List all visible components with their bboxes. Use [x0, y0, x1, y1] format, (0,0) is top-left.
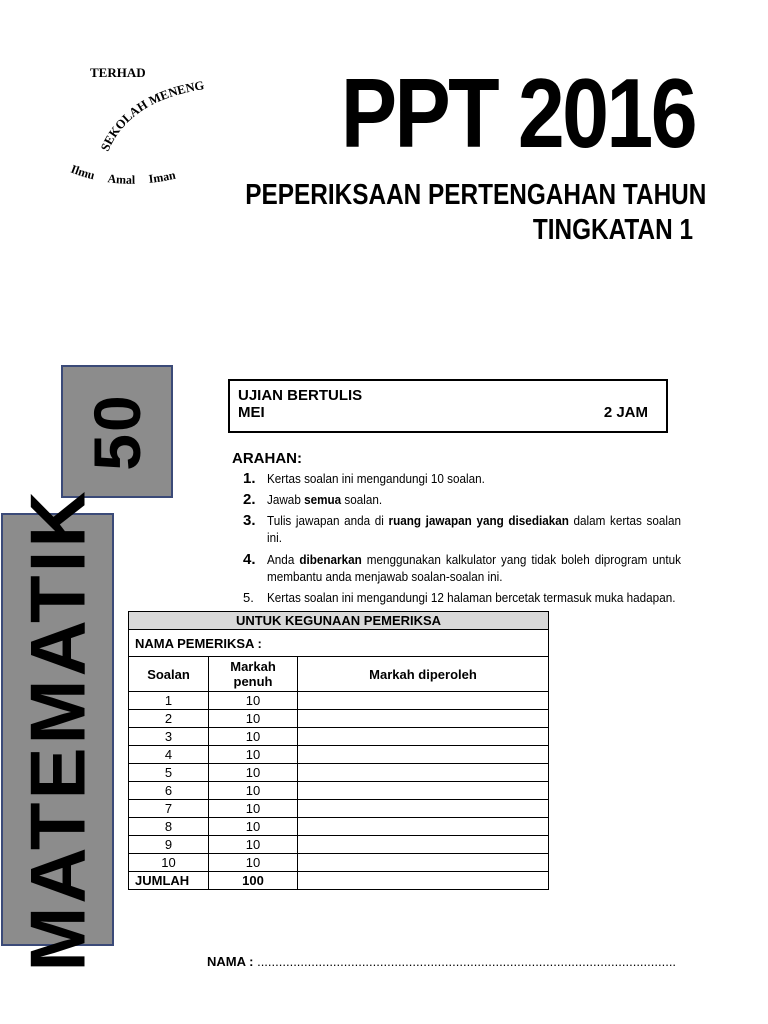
marks-obtained-cell[interactable]	[298, 782, 549, 800]
candidate-name-field[interactable]	[207, 954, 676, 969]
paper-code: 50	[80, 392, 154, 471]
exam-level: TINGKATAN 1	[532, 214, 693, 246]
logo-classification: TERHAD	[90, 65, 146, 80]
table-row: 6 10	[129, 782, 549, 800]
exam-subtitle: PEPERIKSAAN PERTENGAHAN TAHUN	[245, 179, 707, 211]
total-row	[129, 872, 549, 890]
marks-obtained-cell[interactable]	[298, 692, 549, 710]
table-row: 3 10	[129, 728, 549, 746]
table-row: 8 10	[129, 818, 549, 836]
marks-obtained-cell[interactable]	[298, 746, 549, 764]
instruction-item: 5. Kertas soalan ini mengandungi 12 halaman bercetak termasuk muka hadapan.	[243, 590, 676, 605]
table-heading: UNTUK KEGUNAAN PEMERIKSA	[129, 612, 549, 630]
exam-info-box	[228, 379, 668, 433]
marks-obtained-cell[interactable]	[298, 818, 549, 836]
instruction-item: 4. Anda dibenarkan menggunakan kalkulator yang tidak boleh diprogram untuk membantu anda menjawab soalan-soalan ini.	[243, 551, 681, 584]
table-row: 10 10	[129, 854, 549, 872]
exam-month: MEI	[238, 404, 265, 421]
table-row: 4 10	[129, 746, 549, 764]
table-row: 5 10	[129, 764, 549, 782]
logo-arc-text: SEKOLAH MENENG	[97, 78, 206, 154]
exam-title: PPT 2016	[340, 58, 695, 168]
marks-obtained-cell[interactable]	[298, 854, 549, 872]
paper-code-box	[61, 365, 173, 498]
school-logo	[60, 60, 230, 200]
marks-obtained-cell[interactable]	[298, 764, 549, 782]
examiner-name-label: NAMA PEMERIKSA :	[129, 630, 549, 657]
marks-obtained-cell[interactable]	[298, 710, 549, 728]
total-value: 100	[209, 872, 298, 890]
total-label: JUMLAH	[129, 872, 209, 890]
total-obtained-cell[interactable]	[298, 872, 549, 890]
table-row: 9 10	[129, 836, 549, 854]
instruction-item: 2. Jawab semua soalan.	[243, 491, 383, 508]
marks-obtained-cell[interactable]	[298, 836, 549, 854]
instruction-item: 1. Kertas soalan ini mengandungi 10 soalan.	[243, 470, 485, 487]
instructions-heading: ARAHAN:	[232, 450, 302, 467]
subject-box	[1, 487, 114, 972]
table-row: 1 10	[129, 692, 549, 710]
candidate-name-label: NAMA :	[207, 954, 254, 969]
instruction-item: 3. Tulis jawapan anda di ruang jawapan yang disediakan dalam kertas soalan ini.	[243, 512, 682, 545]
marks-obtained-cell[interactable]	[298, 800, 549, 818]
logo-motto: Ilmu Amal Iman	[68, 161, 177, 187]
table-row: 2 10	[129, 710, 549, 728]
subject-name: MATEMATIK	[13, 487, 101, 972]
marks-obtained-cell[interactable]	[298, 728, 549, 746]
examiner-table	[128, 611, 549, 890]
col-question: Soalan	[129, 657, 209, 692]
exam-duration: 2 JAM	[603, 404, 648, 421]
candidate-name-dots: ....................................................................................................................	[257, 954, 677, 969]
col-obtained: Markah diperoleh	[298, 657, 549, 692]
table-row: 7 10	[129, 800, 549, 818]
col-full-marks: Markah penuh	[209, 657, 298, 692]
exam-type: UJIAN BERTULIS	[238, 387, 363, 404]
